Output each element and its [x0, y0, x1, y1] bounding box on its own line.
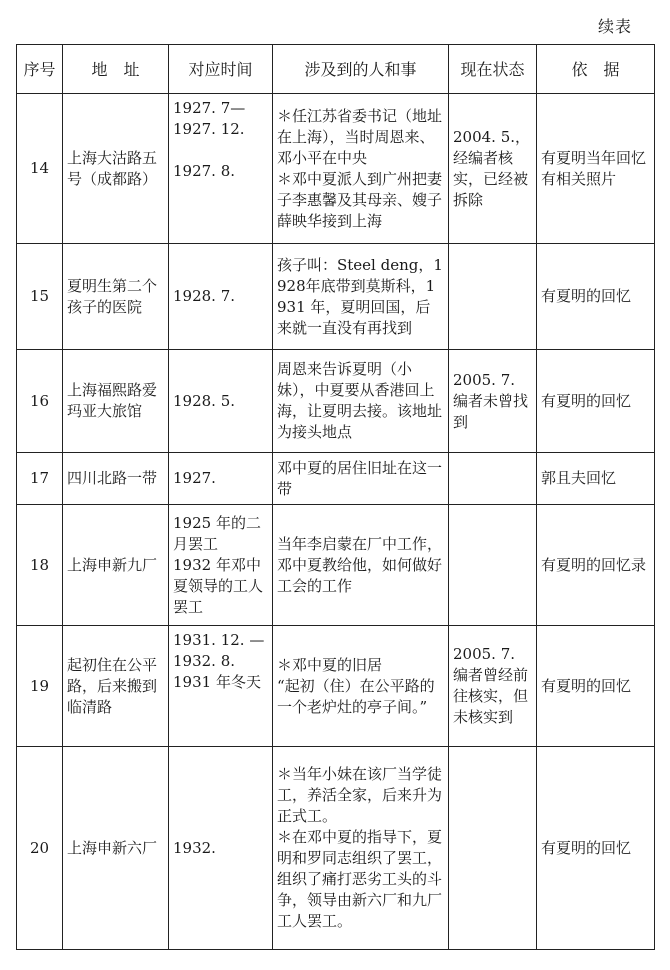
- row-basis: 有夏明的回忆: [537, 626, 655, 747]
- table-row: [17, 747, 655, 950]
- row-status: 2004. 5.，经编者核实，已经被拆除: [449, 94, 537, 244]
- table-row: [17, 453, 655, 505]
- row-time: 1928. 7.: [169, 244, 273, 350]
- row-time: 1927.: [169, 453, 273, 505]
- row-status: [449, 505, 537, 626]
- time-line: 1931. 12. —: [173, 631, 265, 649]
- header-time: 对应时间: [169, 45, 273, 94]
- row-address: 夏明生第二个孩子的医院: [63, 244, 169, 350]
- time-line: 1927. 12.: [173, 120, 245, 138]
- time-line: 1931 年冬天: [173, 673, 261, 691]
- row-no: 18: [17, 505, 63, 626]
- row-no: 19: [17, 626, 63, 747]
- row-status: 2005. 7. 编者曾经前往核实，但未核实到: [449, 626, 537, 747]
- event-line: ＊在邓中夏的指导下，夏明和罗同志组织了罢工，组织了痛打恶劣工头的斗争，领导由新六厂和九厂工人罢工。: [277, 828, 443, 930]
- header-no: 序号: [17, 45, 63, 94]
- row-time: 1932.: [169, 747, 273, 950]
- basis-line: 有相关照片: [541, 169, 617, 188]
- row-time: 1928. 5.: [169, 350, 273, 453]
- row-time: [169, 505, 273, 626]
- row-address: 上海申新六厂: [63, 747, 169, 950]
- row-basis: [537, 94, 655, 244]
- table-row: [17, 94, 655, 244]
- continued-label: 续表: [597, 17, 632, 36]
- row-event: 邓中夏的居住旧址在这一带: [273, 453, 449, 505]
- row-basis: 郭且夫回忆: [537, 453, 655, 505]
- time-line: 1927. 7—: [173, 99, 246, 117]
- time-line: 1927. 8.: [173, 162, 236, 180]
- row-status: [449, 747, 537, 950]
- row-address: 起初住在公平路，后来搬到临清路: [63, 626, 169, 747]
- event-line: “起初（住）在公平路的一个老炉灶的亭子间。”: [277, 676, 435, 716]
- time-line: 1925 年的二月罢工: [173, 513, 261, 553]
- row-event: 当年李启蒙在厂中工作，邓中夏教给他，如何做好工会的工作: [273, 505, 449, 626]
- row-address: 上海申新九厂: [63, 505, 169, 626]
- row-address: 四川北路一带: [63, 453, 169, 505]
- time-line: 1932 年邓中夏领导的工人罢工: [173, 555, 264, 616]
- event-line: ＊邓中夏的旧居: [277, 655, 383, 674]
- header-status: 现在状态: [449, 45, 537, 94]
- table-header-row: [17, 45, 655, 94]
- event-line: ＊当年小妹在该厂当学徒工，养活全家，后来升为正式工。: [277, 765, 443, 825]
- row-basis: 有夏明的回忆: [537, 747, 655, 950]
- row-event: [273, 94, 449, 244]
- table-row: [17, 626, 655, 747]
- table-row: [17, 505, 655, 626]
- header-address: 地 址: [63, 45, 169, 94]
- row-basis: 有夏明的回忆录: [537, 505, 655, 626]
- row-address: 上海福熙路爱玛亚大旅馆: [63, 350, 169, 453]
- row-status: 2005. 7. 编者未曾找到: [449, 350, 537, 453]
- row-time: [169, 626, 273, 747]
- row-basis: 有夏明的回忆: [537, 244, 655, 350]
- row-status: [449, 244, 537, 350]
- row-no: 17: [17, 453, 63, 505]
- row-event: 周恩来告诉夏明（小妹），中夏要从香港回上海，让夏明去接。该地址为接头地点: [273, 350, 449, 453]
- time-line: 1932. 8.: [173, 652, 236, 670]
- row-event: 孩子叫：Steel deng，1928年底带到莫斯科，1931 年，夏明回国，后来就一直没有再找到: [273, 244, 449, 350]
- row-no: 20: [17, 747, 63, 950]
- event-line: ＊邓中夏派人到广州把妻子李惠馨及其母亲、嫂子薛映华接到上海: [277, 169, 443, 230]
- row-time: [169, 94, 273, 244]
- row-no: 15: [17, 244, 63, 350]
- row-basis: 有夏明的回忆: [537, 350, 655, 453]
- header-basis: 依 据: [537, 45, 655, 94]
- sites-table: [16, 44, 655, 950]
- row-event: [273, 626, 449, 747]
- row-address: 上海大沽路五号（成都路）: [63, 94, 169, 244]
- header-event: 涉及到的人和事: [273, 45, 449, 94]
- row-no: 16: [17, 350, 63, 453]
- table-row: [17, 244, 655, 350]
- row-status: [449, 453, 537, 505]
- row-event: [273, 747, 449, 950]
- event-line: ＊任江苏省委书记（地址在上海），当时周恩来、邓小平在中央: [277, 106, 443, 167]
- basis-line: 有夏明当年回忆: [541, 148, 647, 167]
- table-row: [17, 350, 655, 453]
- row-no: 14: [17, 94, 63, 244]
